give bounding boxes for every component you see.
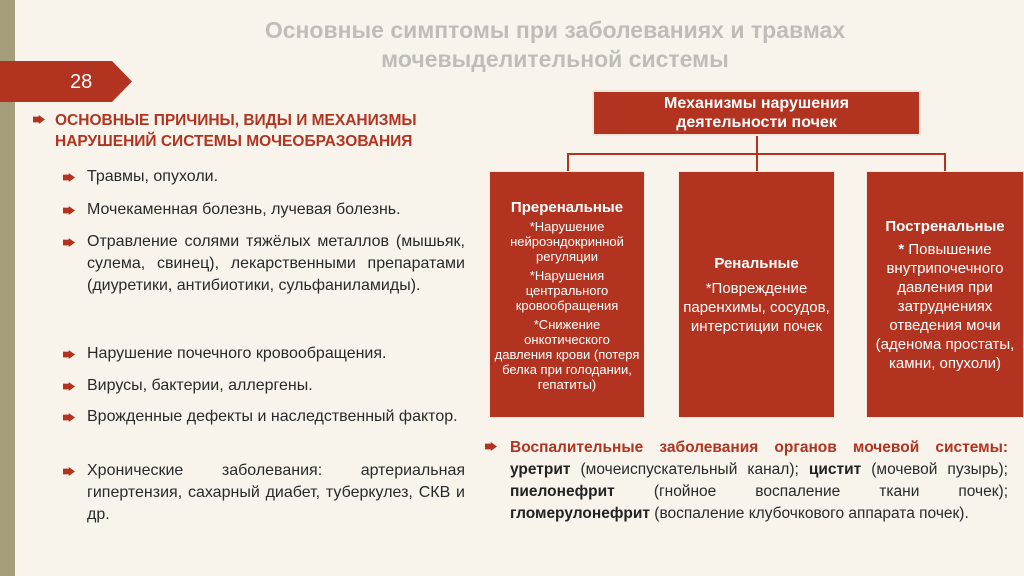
slide-title-line1: Основные симптомы при заболеваниях и травмах [264,17,846,43]
disease-desc: (мочевой пузырь); [871,461,1008,478]
connector-line [756,136,758,154]
connector-line [944,153,946,171]
list-item: Вирусы, бактерии, аллергены. [87,377,313,394]
page-number: 28 [70,71,93,93]
arrow-bullet-icon [63,350,75,359]
postrenal-box [866,171,1024,418]
renal-title: Ренальные [714,254,799,272]
list-item: Врожденные дефекты и наследственный фактор. [87,408,458,425]
slide-title [190,16,920,74]
postrenal-star: * [898,240,905,258]
causes-heading [55,110,467,152]
disease-term: пиелонефрит [510,483,615,500]
arrow-bullet-icon [63,467,75,476]
prerenal-item: *Нарушение нейроэндокринной регуляции [510,218,624,264]
arrow-bullet-icon [63,413,75,422]
arrow-bullet-icon [485,442,497,451]
inflammatory-heading: Воспалительные заболевания органов мочевой системы: [510,439,1008,456]
list-item: Отравление солями тяжёлых металлов (мышьяк, сулема, свинец), лекарственными препаратами (диуретики, антибиотики, сульфаниламиды). [87,233,465,294]
connector-line [567,153,569,171]
page-number-tab [0,61,132,102]
inflammatory-diseases-paragraph [510,437,1008,525]
postrenal-title: Постренальные [885,217,1005,235]
causes-heading-line1: ОСНОВНЫЕ ПРИЧИНЫ, ВИДЫ И МЕХАНИЗМЫ [55,112,417,129]
arrow-bullet-icon [63,238,75,247]
mechanisms-line2: деятельности почек [676,114,837,131]
disease-term: цистит [808,461,862,478]
arrow-bullet-icon [33,115,45,124]
arrow-bullet-icon [63,382,75,391]
arrow-bullet-icon [63,206,75,215]
list-item: Травмы, опухоли. [87,168,219,185]
prerenal-title: Преренальные [510,198,624,216]
list-item: Мочекаменная болезнь, лучевая болезнь. [87,201,401,218]
prerenal-item: *Снижение онкотического давления крови (потеря белка при голодании, гепатиты) [494,316,640,392]
mechanisms-box [592,90,921,136]
renal-box [678,171,835,418]
list-item: Нарушение почечного кровообращения. [87,345,387,362]
prerenal-item: *Нарушения центрального кровообращения [515,267,619,313]
postrenal-text-block [871,240,1019,373]
causes-heading-line2: НАРУШЕНИЙ СИСТЕМЫ МОЧЕОБРАЗОВАНИЯ [55,133,413,150]
arrow-bullet-icon [63,173,75,182]
slide-title-line2: мочевыделительной системы [381,46,729,72]
disease-term: гломерулонефрит [510,505,650,522]
disease-desc: (воспаление клубочкового аппарата почек). [654,505,969,522]
prerenal-box [489,171,645,418]
renal-text: *Повреждение паренхимы, сосудов, интерстиции почек [683,279,830,335]
disease-desc: (мочеиспускательный канал); [580,461,799,478]
list-item: Хронические заболевания: артериальная гипертензия, сахарный диабет, туберкулез, СКВ и др. [87,462,465,523]
disease-term: уретрит [510,461,571,478]
mechanisms-line1: Механизмы нарушения [664,95,849,112]
connector-line [756,153,758,171]
postrenal-text: Повышение внутрипочечного давления при затруднениях отведения мочи (аденома простаты, камни, опухоли) [875,240,1015,372]
disease-desc: (гнойное воспаление ткани почек); [653,483,1009,500]
